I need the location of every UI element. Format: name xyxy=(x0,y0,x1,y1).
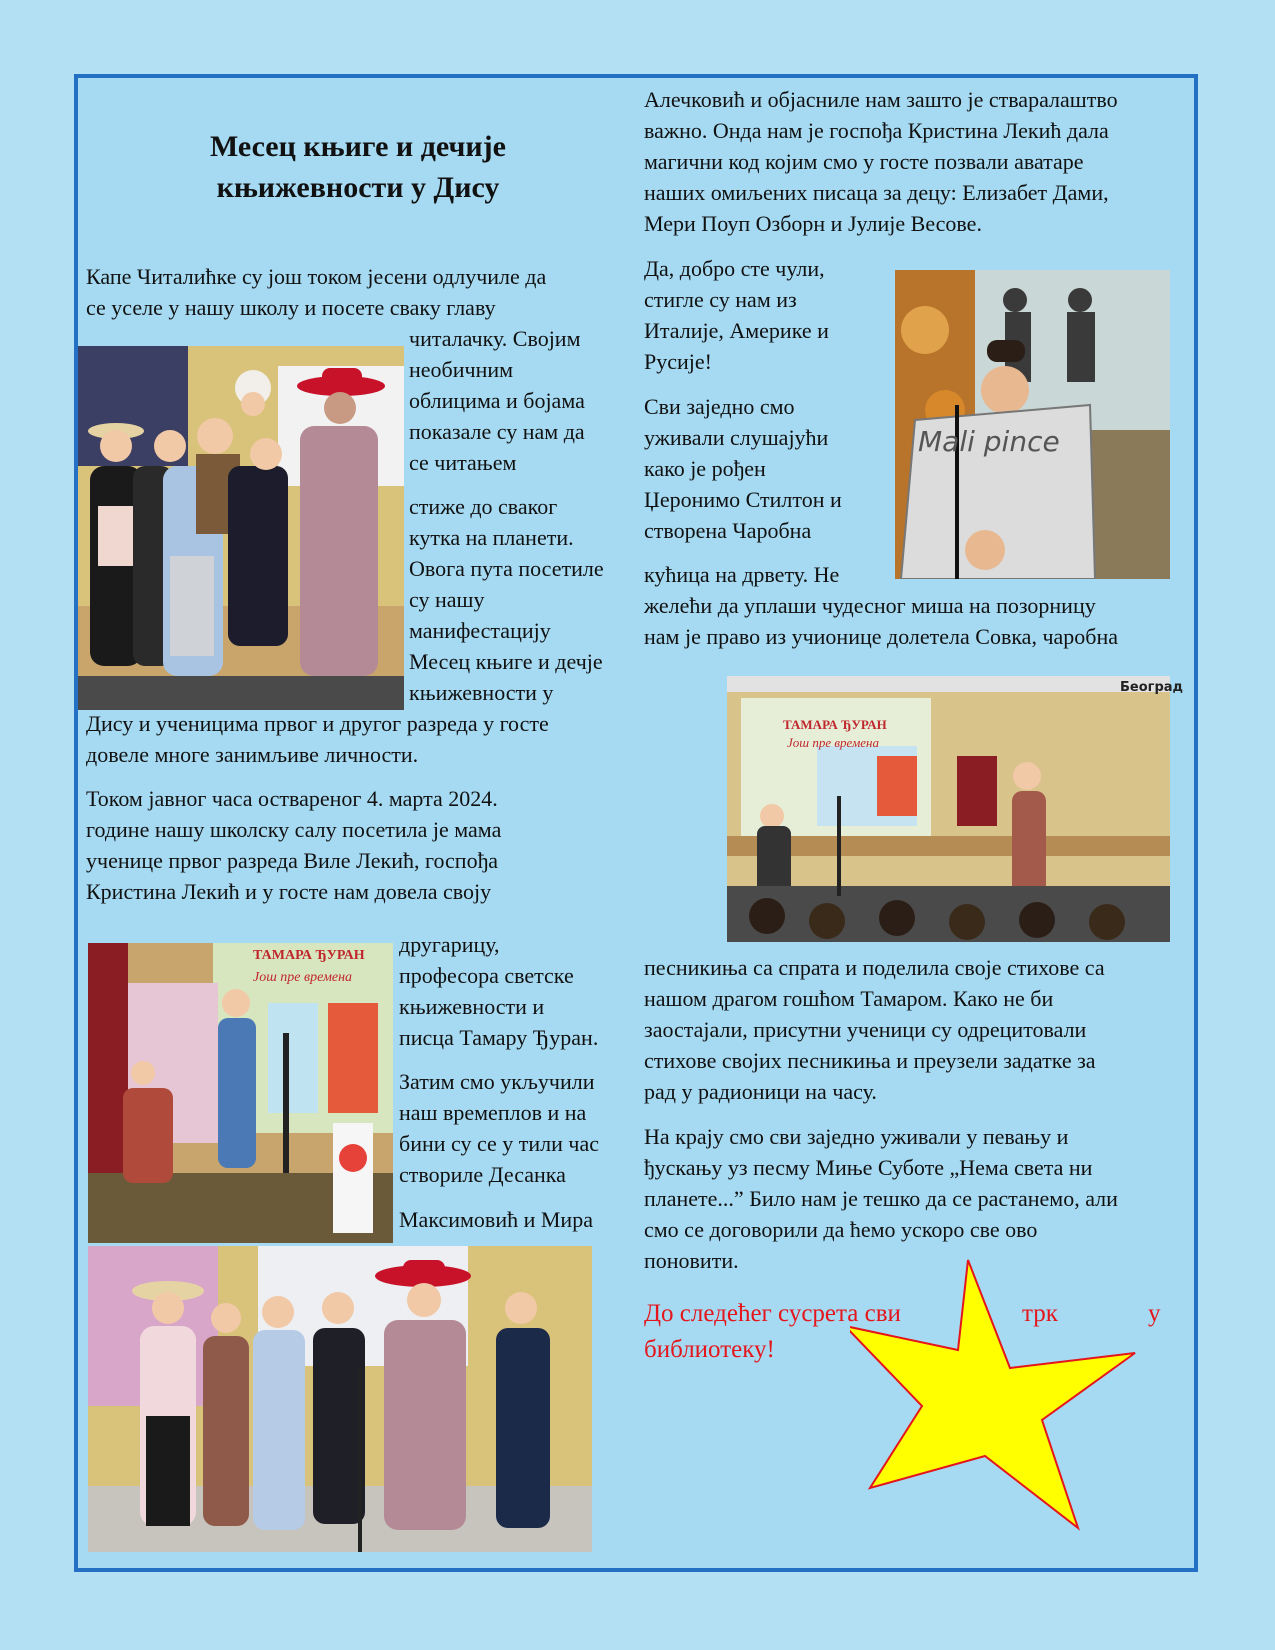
page-title: Месец књиге и дечије књижевности у Дису xyxy=(210,130,506,204)
right-text: Џеронимо Стилтон и xyxy=(644,487,842,512)
right-text: стигле су нам из xyxy=(644,287,797,312)
right-text: желећи да уплаши чудесног миша на позорницу xyxy=(644,593,1096,618)
right-text: стихове својих песникиња и преузели задатке за xyxy=(644,1048,1096,1073)
left-text: Овога пута посетиле xyxy=(409,556,604,581)
right-text: ђускању уз песму Миње Суботе „Нема света ни xyxy=(644,1155,1093,1180)
left-text: су нашу xyxy=(409,587,485,612)
right-text: важно. Онда нам је госпођа Кристина Лекић дала xyxy=(644,118,1109,143)
left-text: наш времеплов и на xyxy=(399,1100,587,1125)
left-text: Месец књиге и дечје xyxy=(409,649,603,674)
left-text: читалачку. Својим xyxy=(409,326,581,351)
photo-girls-costumes xyxy=(78,346,404,710)
left-text: Максимовић и Мира xyxy=(399,1207,593,1232)
right-text: На крају смо сви заједно уживали у певању и xyxy=(644,1124,1069,1149)
right-text: песникиња са спрата и поделила своје стихове са xyxy=(644,955,1105,980)
screen-author: ТАМАРА ЂУРАН xyxy=(783,717,887,732)
left-text: необичним xyxy=(409,357,514,382)
left-text: показале су нам да xyxy=(409,419,585,444)
left-text: се уселе у нашу школу и посете сваку главу xyxy=(86,295,496,320)
right-text: магични код којим смо у госте позвали аватаре xyxy=(644,149,1084,174)
banner-text: Београд xyxy=(1120,680,1184,695)
right-text: поновити. xyxy=(644,1248,739,1273)
right-text: Сви заједно смо xyxy=(644,394,795,419)
right-text: планете...” Било нам је тешко да се растанемо, али xyxy=(644,1186,1118,1211)
left-text: писца Тамару Ђуран. xyxy=(399,1025,599,1050)
closing-line-part: До следећег сусрета сви xyxy=(644,1300,901,1327)
right-text: заостајали, присутни ученици су одрецитовали xyxy=(644,1017,1087,1042)
left-text: књижевности у xyxy=(409,680,554,705)
left-text: стиже до сваког xyxy=(409,494,558,519)
screen-book-title: Још пре времена xyxy=(787,735,879,750)
right-text: нашом драгом гошћом Тамаром. Како не би xyxy=(644,986,1054,1011)
screen-author: ТАМАРА ЂУРАН xyxy=(253,948,365,963)
lectern-board-text: Mali pince xyxy=(918,425,1060,458)
closing-line-part: у xyxy=(1148,1300,1161,1327)
right-text: како је рођен xyxy=(644,456,766,481)
left-text: другарицу, xyxy=(399,932,500,957)
closing-line-part: библиотеку! xyxy=(644,1336,775,1363)
photo-children-group xyxy=(88,1246,592,1552)
right-text: Италије, Америке и xyxy=(644,318,829,343)
right-text: створена Чаробна xyxy=(644,518,812,543)
right-text: Алечковић и објасниле нам зашто је стваралаштво xyxy=(644,87,1118,112)
left-text: Кристина Лекић и у госте нам довела своју xyxy=(86,879,492,904)
left-text: манифестацију xyxy=(409,618,551,643)
closing-line-part: трк xyxy=(1022,1300,1058,1327)
left-text: Капе Читалићке су још током јесени одлучиле да xyxy=(86,264,547,289)
left-text: кутка на планети. xyxy=(409,525,574,550)
left-text: ученице првог разреда Виле Лекић, госпођа xyxy=(86,848,498,873)
left-text: довеле многе занимљиве личности. xyxy=(86,742,419,767)
right-text: Мери Поуп Озборн и Јулије Весове. xyxy=(644,211,982,236)
left-text: Дису и ученицима првог и другог разреда у госте xyxy=(86,711,549,736)
right-text: смо се договорили да ћемо ускоро све ово xyxy=(644,1217,1038,1242)
left-text: створиле Десанка xyxy=(399,1162,566,1187)
left-text: се читањем xyxy=(409,450,517,475)
right-text: нам је право из учионице долетела Совка, чаробна xyxy=(644,624,1119,649)
left-text: облицима и бојама xyxy=(409,388,585,413)
right-text: уживали слушајући xyxy=(644,425,829,450)
left-text: књижевности и xyxy=(399,994,545,1019)
right-text: кућица на дрвету. Не xyxy=(644,562,840,587)
screen-book-title: Још пре времена xyxy=(253,970,353,985)
right-text: Русије! xyxy=(644,349,712,374)
left-text: Затим смо укључили xyxy=(399,1069,595,1094)
left-text: професора светске xyxy=(399,963,574,988)
left-text: бини су се у тили час xyxy=(399,1131,600,1156)
right-text: Да, добро сте чули, xyxy=(644,256,825,281)
right-text: наших омиљених писаца за децу: Елизабет Дами, xyxy=(644,180,1109,205)
left-text: године нашу школску салу посетила је мама xyxy=(86,817,502,842)
left-text: Током јавног часа оствареног 4. марта 2024. xyxy=(86,786,498,811)
right-text: рад у радионици на часу. xyxy=(644,1079,877,1104)
